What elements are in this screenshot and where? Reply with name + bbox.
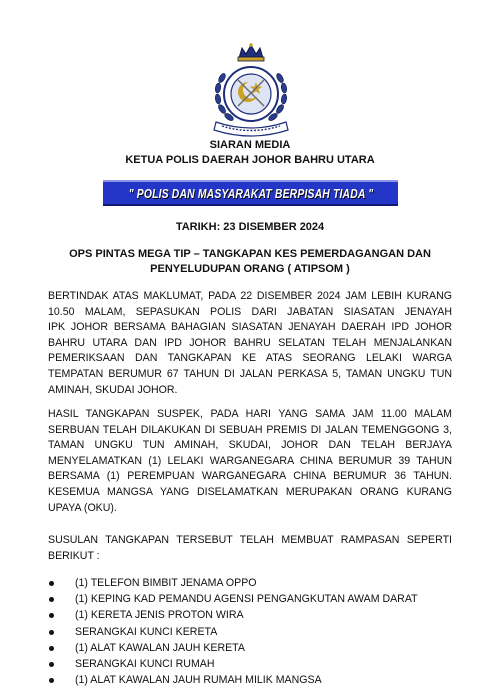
paragraph-line: TEMPATAN BERUMUR 67 TAHUN DI JALAN PERKASA 5, TAMAN UNGKU TUN [48, 367, 452, 380]
title-line-2: PENYELUDUPAN ORANG ( ATIPSOM ) [150, 263, 350, 275]
police-crest-logo [208, 42, 294, 138]
paragraph-3 [48, 533, 452, 564]
paragraph-line: BERIKUT : [48, 549, 100, 562]
list-item: (1) ALAT KAWALAN JAUH RUMAH MILIK MANGSA [48, 672, 468, 688]
issuer-heading: KETUA POLIS DAERAH JOHOR BAHRU UTARA [125, 154, 375, 166]
paragraph-line: 10.50 MALAM, SEPASUKAN POLIS DARI JABATAN SIASATAN JENAYAH [48, 305, 452, 318]
paragraph-line: SERBUAN TELAH DILAKUKAN DI SEBUAH PREMIS DI JALAN TEMENGGONG 3, [48, 423, 452, 436]
list-item: (1) KEPING KAD PEMANDU AGENSI PENGANGKUTAN AWAM DARAT [48, 591, 468, 607]
paragraph-2 [48, 407, 452, 516]
list-item: (1) KERETA JENIS PROTON WIRA [48, 607, 468, 623]
slogan-banner [103, 180, 398, 206]
paragraph-line: BERSAMA (1) PEREMPUAN WARGANEGARA CHINA BERUMUR 36 TAHUN. [48, 470, 452, 483]
paragraph-line: BERTINDAK ATAS MAKLUMAT, PADA 22 DISEMBER 2024 JAM LEBIH KURANG [48, 290, 452, 302]
slogan-text: " POLIS DAN MASYARAKAT BERPISAH TIADA " [128, 185, 373, 201]
title-line-1: OPS PINTAS MEGA TIP – TANGKAPAN KES PEMERDAGANGAN DAN [69, 248, 431, 260]
seized-items-list [48, 575, 468, 688]
paragraph-line: MENYELAMATKAN (1) LELAKI WARGANEGARA CHINA BERUMUR 39 TAHUN [48, 454, 452, 467]
paragraph-line: HASIL TANGKAPAN SUSPEK, PADA HARI YANG SAMA JAM 11.00 MALAM [48, 408, 452, 420]
list-item: (1) TELEFON BIMBIT JENAMA OPPO [48, 575, 468, 591]
paragraph-line: AMINAH, SKUDAI JOHOR. [48, 383, 178, 396]
list-item: SERANGKAI KUNCI RUMAH [48, 656, 468, 672]
paragraph-line: SUSULAN TANGKAPAN TERSEBUT TELAH MEMBUAT RAMPASAN SEPERTI [48, 534, 452, 546]
paragraph-line: PEMERIKSAAN DAN TANGKAPAN KE ATAS SEORANG LELAKI WARGA [48, 352, 452, 365]
release-type-heading: SIARAN MEDIA [209, 139, 291, 151]
paragraph-line: UPAYA (OKU). [48, 501, 117, 514]
list-item: SERANGKAI KUNCI KERETA [48, 624, 468, 640]
list-item: (1) ALAT KAWALAN JAUH KERETA [48, 640, 468, 656]
paragraph-line: BAHRU UTARA DAN IPD JOHOR BAHRU SELATAN TELAH MENJALANKAN [48, 336, 452, 349]
ribbon-scroll-icon [214, 122, 288, 136]
paragraph-line: TAMAN UNGKU TUN AMINAH, SKUDAI, JOHOR DAN TELAH BERJAYA [48, 439, 452, 452]
paragraph-1 [48, 289, 452, 398]
paragraph-line: KESEMUA MANGSA YANG DISELAMATKAN MERUPAKAN ORANG KURANG [48, 485, 452, 498]
date-heading: TARIKH: 23 DISEMBER 2024 [175, 221, 325, 233]
crown-icon [238, 43, 264, 61]
paragraph-line: IPK JOHOR BERSAMA BAHAGIAN SIASATAN JENAYAH DAERAH IPD JOHOR [48, 321, 452, 334]
